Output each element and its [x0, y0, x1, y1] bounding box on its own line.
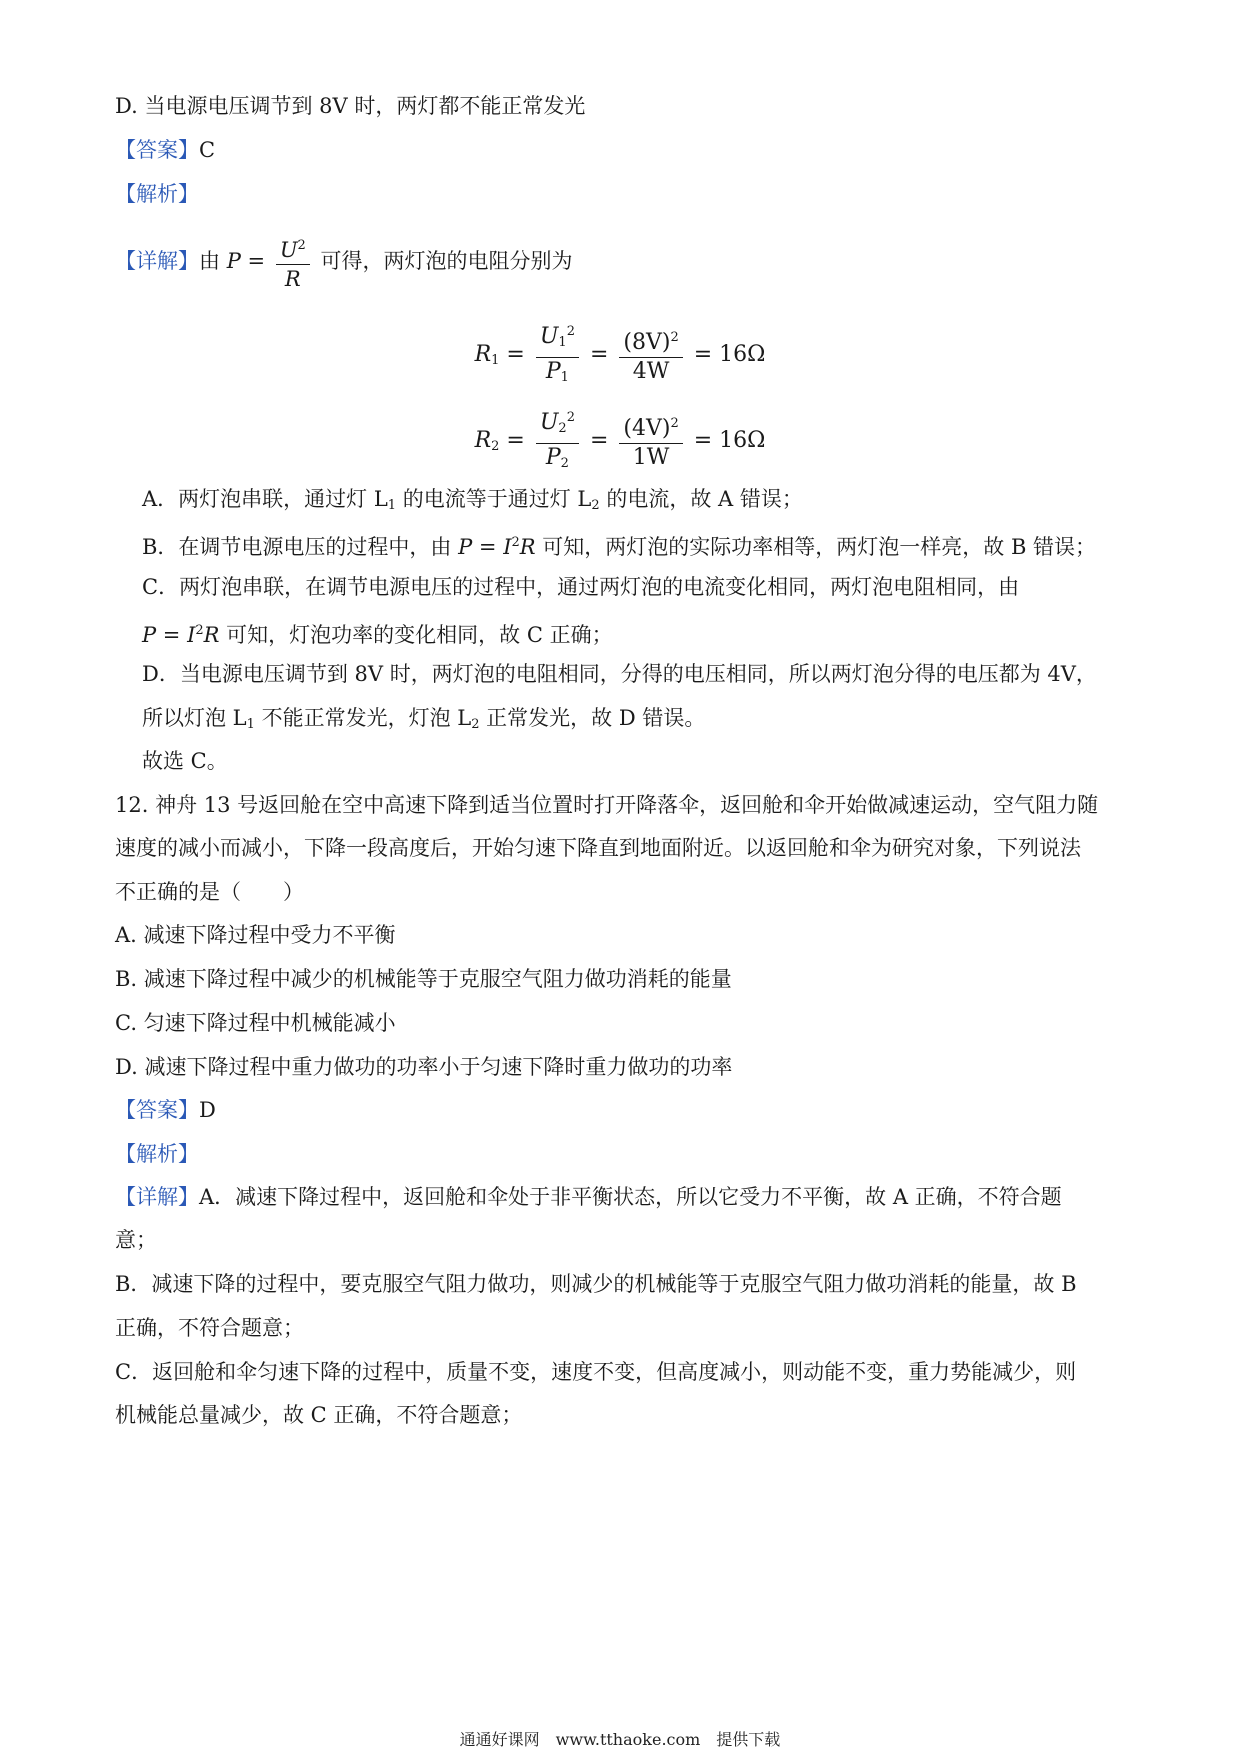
r2-result: = 16Ω — [693, 428, 766, 453]
answer-line-2 — [115, 1095, 216, 1125]
r2-numerator: U — [539, 410, 559, 435]
r2-denominator-subscript: 2 — [560, 456, 569, 471]
explanation-d-end: 正常发光，故 D 错误。 — [479, 706, 706, 730]
equals-sign: = — [247, 249, 266, 273]
r1-denominator-subscript: 1 — [560, 370, 569, 385]
r1-symbol: R — [474, 342, 492, 367]
detail-line-1 — [115, 230, 572, 293]
r2-numerator-exponent: 2 — [566, 410, 575, 425]
answer-line-1 — [115, 135, 215, 165]
explanation-c-line2 — [142, 616, 613, 650]
equation-r1 — [0, 318, 1240, 392]
r1-subscript: 1 — [491, 353, 500, 368]
r1-voltage-exponent: 2 — [670, 330, 679, 345]
r1-result: = 16Ω — [693, 342, 766, 367]
r2-voltage-exponent: 2 — [670, 416, 679, 431]
subscript: 1 — [387, 498, 397, 513]
answer-tag: 【答案】 — [115, 1098, 199, 1122]
detail-a-line2: 意； — [115, 1228, 157, 1252]
option-b: B. 减速下降过程中减少的机械能等于克服空气阻力做功消耗的能量 — [115, 967, 732, 991]
r2-voltage: (4V) — [623, 416, 671, 441]
r2-fraction-2 — [619, 410, 682, 472]
detail-tag: 【详解】 — [115, 1185, 199, 1209]
explanation-a-end: 的电流，故 A 错误； — [599, 487, 803, 511]
fraction-numerator: U — [279, 238, 298, 262]
analysis-tag-1: 【解析】 — [115, 182, 199, 206]
subscript: 2 — [591, 498, 600, 513]
r1-fraction-2 — [619, 324, 682, 386]
answer-tag: 【答案】 — [115, 138, 199, 162]
answer-value: D — [199, 1098, 216, 1122]
question-12-line1: 12. 神舟 13 号返回舱在空中高速下降到适当位置时打开降落伞，返回舱和伞开始做减速运动，空气阻力随 — [115, 793, 1099, 817]
formula-resistance: R — [203, 623, 220, 647]
detail-a-line1 — [115, 1182, 1062, 1212]
equals-sign: = — [589, 428, 609, 453]
option-d: D. 减速下降过程中重力做功的功率小于匀速下降时重力做功的功率 — [115, 1055, 733, 1079]
detail-prefix: 由 — [199, 249, 220, 273]
formula: P = I — [458, 535, 512, 559]
r1-numerator-subscript: 1 — [558, 335, 567, 350]
explanation-b-text: B．在调节电源电压的过程中，由 — [142, 535, 452, 559]
subscript: 2 — [471, 717, 480, 732]
explanation-b-end: 可知，两灯泡的实际功率相等，两灯泡一样亮，故 B 错误； — [542, 535, 1097, 559]
r2-fraction-1 — [536, 404, 579, 478]
equals-sign: = — [589, 342, 609, 367]
answer-value: C — [199, 138, 216, 162]
detail-b-line1: B．减速下降的过程中，要克服空气阻力做功，则减少的机械能等于克服空气阻力做功消耗的能量，故 B — [115, 1272, 1077, 1296]
r1-denominator: P — [545, 359, 561, 384]
r2-numerator-subscript: 2 — [558, 421, 567, 436]
equals-sign: = — [506, 342, 525, 367]
explanation-d-text: 所以灯泡 L — [142, 706, 247, 730]
formula-exponent: 2 — [511, 535, 520, 550]
detail-suffix: 可得，两灯泡的电阻分别为 — [320, 249, 573, 273]
explanation-b — [142, 528, 1096, 562]
question-12-line3: 不正确的是（ ） — [115, 880, 304, 904]
explanation-a-text: A．两灯泡串联，通过灯 L — [142, 487, 388, 511]
r2-symbol: R — [474, 428, 492, 453]
question-12-line2: 速度的减小而减小，下降一段高度后，开始匀速下降直到地面附近。以返回舱和伞为研究对象，下列说法 — [115, 836, 1081, 860]
choice-conclusion: 故选 C。 — [142, 749, 228, 773]
detail-a-text: A．减速下降过程中，返回舱和伞处于非平衡状态，所以它受力不平衡，故 A 正确，不符合题 — [199, 1185, 1062, 1209]
explanation-c-line1: C．两灯泡串联，在调节电源电压的过程中，通过两灯泡的电流变化相同，两灯泡电阻相同，由 — [142, 575, 1020, 599]
option-a: A. 减速下降过程中受力不平衡 — [115, 923, 396, 947]
page-footer: 通通好课网 www.tthaoke.com 提供下载 — [459, 1730, 781, 1749]
formula-resistance: R — [519, 535, 536, 559]
explanation-a-mid: 的电流等于通过灯 L — [396, 487, 592, 511]
detail-b-line2: 正确，不符合题意； — [115, 1316, 304, 1340]
analysis-tag-2: 【解析】 — [115, 1142, 199, 1166]
formula: P = I — [142, 623, 196, 647]
r1-numerator: U — [539, 324, 559, 349]
r2-power: 1W — [632, 445, 670, 470]
explanation-a — [142, 484, 803, 521]
subscript: 1 — [246, 717, 255, 732]
r1-fraction-1 — [536, 318, 579, 392]
power-symbol: P — [226, 249, 241, 273]
r1-voltage: (8V) — [623, 330, 671, 355]
explanation-d-mid: 不能正常发光，灯泡 L — [254, 706, 472, 730]
fraction-denominator: R — [284, 267, 301, 291]
equals-sign: = — [506, 428, 525, 453]
detail-tag: 【详解】 — [115, 249, 199, 273]
previous-option-d: D. 当电源电压调节到 8V 时，两灯都不能正常发光 — [115, 94, 586, 118]
power-fraction — [276, 232, 310, 293]
explanation-c-end: 可知，灯泡功率的变化相同，故 C 正确； — [226, 623, 613, 647]
explanation-d-line2 — [142, 703, 705, 740]
detail-c-line2: 机械能总量减少，故 C 正确，不符合题意； — [115, 1403, 523, 1427]
r2-subscript: 2 — [491, 439, 500, 454]
r2-denominator: P — [545, 445, 561, 470]
formula-exponent: 2 — [195, 623, 204, 638]
explanation-d-line1: D．当电源电压调节到 8V 时，两灯泡的电阻相同，分得的电压相同，所以两灯泡分得的电压都为 4V， — [142, 662, 1097, 686]
detail-c-line1: C．返回舱和伞匀速下降的过程中，质量不变，速度不变，但高度减小，则动能不变，重力势能减少，则 — [115, 1360, 1077, 1384]
option-c: C. 匀速下降过程中机械能减小 — [115, 1011, 396, 1035]
r1-power: 4W — [632, 359, 670, 384]
r1-numerator-exponent: 2 — [566, 324, 575, 339]
numerator-exponent: 2 — [297, 238, 306, 253]
equation-r2 — [0, 404, 1240, 478]
